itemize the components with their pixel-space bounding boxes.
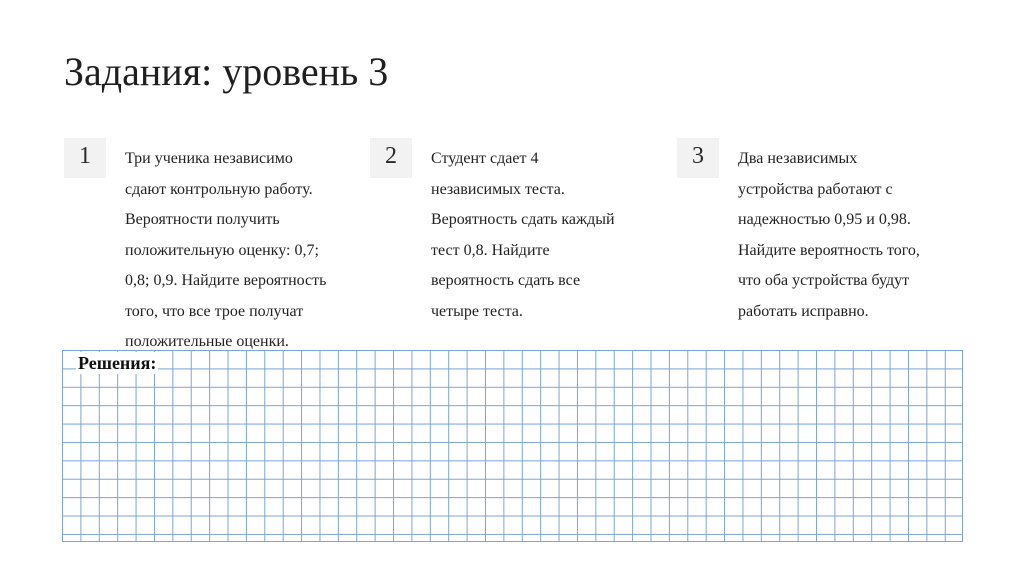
task-number-1: 1 <box>64 138 106 178</box>
task-number-3: 3 <box>677 138 719 178</box>
solutions-label: Решения: <box>78 353 157 373</box>
task-text-1: Три ученика независимо сдают контрольную работу. Вероятности получить положительную оценку: 0,7; 0,8; 0,9. Найдите вероятность того, что все трое получат положительные оценки. <box>125 150 327 350</box>
task-text-3: Два независимых устройства работают с надежностью 0,95 и 0,98. Найдите вероятность того, что оба устройства будут работать исправно. <box>738 150 920 320</box>
task-number-2: 2 <box>370 138 412 178</box>
squared-paper-grid <box>62 350 963 542</box>
slide-title: Задания: уровень 3 <box>64 49 389 94</box>
task-text-2: Студент сдает 4 независимых теста. Вероятность сдать каждый тест 0,8. Найдите вероятность сдать все четыре теста. <box>431 150 615 320</box>
